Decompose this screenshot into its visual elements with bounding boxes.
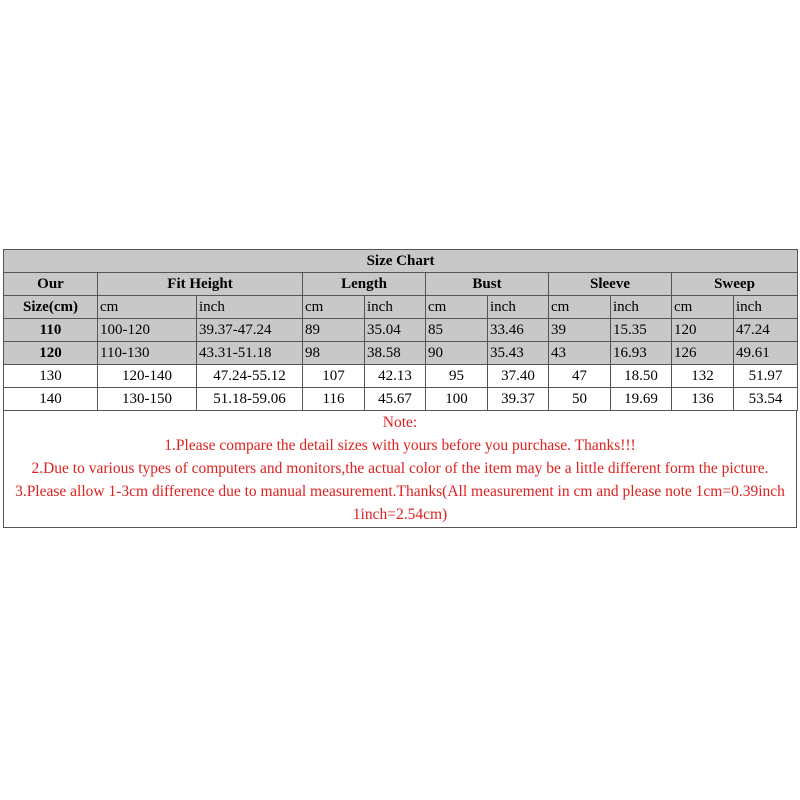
size-header-line1: Our bbox=[4, 273, 98, 296]
unit-header: cm bbox=[549, 296, 611, 319]
value-cell: 18.50 bbox=[611, 365, 672, 388]
value-cell: 39 bbox=[549, 319, 611, 342]
value-cell: 47.24 bbox=[734, 319, 798, 342]
unit-header: cm bbox=[98, 296, 197, 319]
value-cell: 53.54 bbox=[734, 388, 798, 411]
value-cell: 39.37-47.24 bbox=[197, 319, 303, 342]
value-cell: 37.40 bbox=[488, 365, 549, 388]
value-cell: 33.46 bbox=[488, 319, 549, 342]
size-chart bbox=[3, 249, 797, 528]
value-cell: 16.93 bbox=[611, 342, 672, 365]
value-cell: 95 bbox=[426, 365, 488, 388]
unit-header: inch bbox=[734, 296, 798, 319]
value-cell: 43.31-51.18 bbox=[197, 342, 303, 365]
table-row bbox=[4, 365, 798, 388]
unit-header: inch bbox=[197, 296, 303, 319]
value-cell: 136 bbox=[672, 388, 734, 411]
value-cell: 130-150 bbox=[98, 388, 197, 411]
note-line-2: 2.Due to various types of computers and monitors,the actual color of the item may be a little different form the picture. bbox=[31, 460, 769, 477]
value-cell: 120 bbox=[672, 319, 734, 342]
unit-header: inch bbox=[365, 296, 426, 319]
value-cell: 35.43 bbox=[488, 342, 549, 365]
value-cell: 15.35 bbox=[611, 319, 672, 342]
value-cell: 132 bbox=[672, 365, 734, 388]
value-cell: 107 bbox=[303, 365, 365, 388]
header-fit-height: Fit Height bbox=[98, 273, 303, 296]
value-cell: 19.69 bbox=[611, 388, 672, 411]
value-cell: 38.58 bbox=[365, 342, 426, 365]
value-cell: 126 bbox=[672, 342, 734, 365]
value-cell: 43 bbox=[549, 342, 611, 365]
table-row bbox=[4, 319, 798, 342]
value-cell: 47.24-55.12 bbox=[197, 365, 303, 388]
value-cell: 110-130 bbox=[98, 342, 197, 365]
value-cell: 47 bbox=[549, 365, 611, 388]
value-cell: 116 bbox=[303, 388, 365, 411]
value-cell: 120-140 bbox=[98, 365, 197, 388]
note-line-3: 3.Please allow 1-3cm difference due to manual measurement.Thanks(All measurement in cm and please note 1cm=0.39inch 1inch=2.54cm) bbox=[15, 483, 785, 523]
unit-header: cm bbox=[426, 296, 488, 319]
note-line-1: 1.Please compare the detail sizes with yours before you purchase. Thanks!!! bbox=[164, 437, 636, 454]
value-cell: 85 bbox=[426, 319, 488, 342]
notes-section bbox=[3, 411, 797, 528]
header-sleeve: Sleeve bbox=[549, 273, 672, 296]
note-heading: Note: bbox=[382, 414, 418, 431]
value-cell: 35.04 bbox=[365, 319, 426, 342]
value-cell: 100 bbox=[426, 388, 488, 411]
value-cell: 50 bbox=[549, 388, 611, 411]
table-row bbox=[4, 388, 798, 411]
header-length: Length bbox=[303, 273, 426, 296]
value-cell: 51.97 bbox=[734, 365, 798, 388]
unit-header: cm bbox=[303, 296, 365, 319]
value-cell: 90 bbox=[426, 342, 488, 365]
header-sweep: Sweep bbox=[672, 273, 798, 296]
header-bust: Bust bbox=[426, 273, 549, 296]
chart-title: Size Chart bbox=[4, 250, 798, 273]
unit-header: inch bbox=[488, 296, 549, 319]
size-cell: 110 bbox=[4, 319, 98, 342]
value-cell: 42.13 bbox=[365, 365, 426, 388]
size-cell: 120 bbox=[4, 342, 98, 365]
value-cell: 51.18-59.06 bbox=[197, 388, 303, 411]
table-row bbox=[4, 342, 798, 365]
value-cell: 100-120 bbox=[98, 319, 197, 342]
size-cell: 130 bbox=[4, 365, 98, 388]
unit-header: cm bbox=[672, 296, 734, 319]
value-cell: 39.37 bbox=[488, 388, 549, 411]
value-cell: 45.67 bbox=[365, 388, 426, 411]
size-chart-table bbox=[3, 249, 798, 411]
unit-header: inch bbox=[611, 296, 672, 319]
value-cell: 89 bbox=[303, 319, 365, 342]
value-cell: 98 bbox=[303, 342, 365, 365]
value-cell: 49.61 bbox=[734, 342, 798, 365]
size-cell: 140 bbox=[4, 388, 98, 411]
size-header-line2: Size(cm) bbox=[4, 296, 98, 319]
